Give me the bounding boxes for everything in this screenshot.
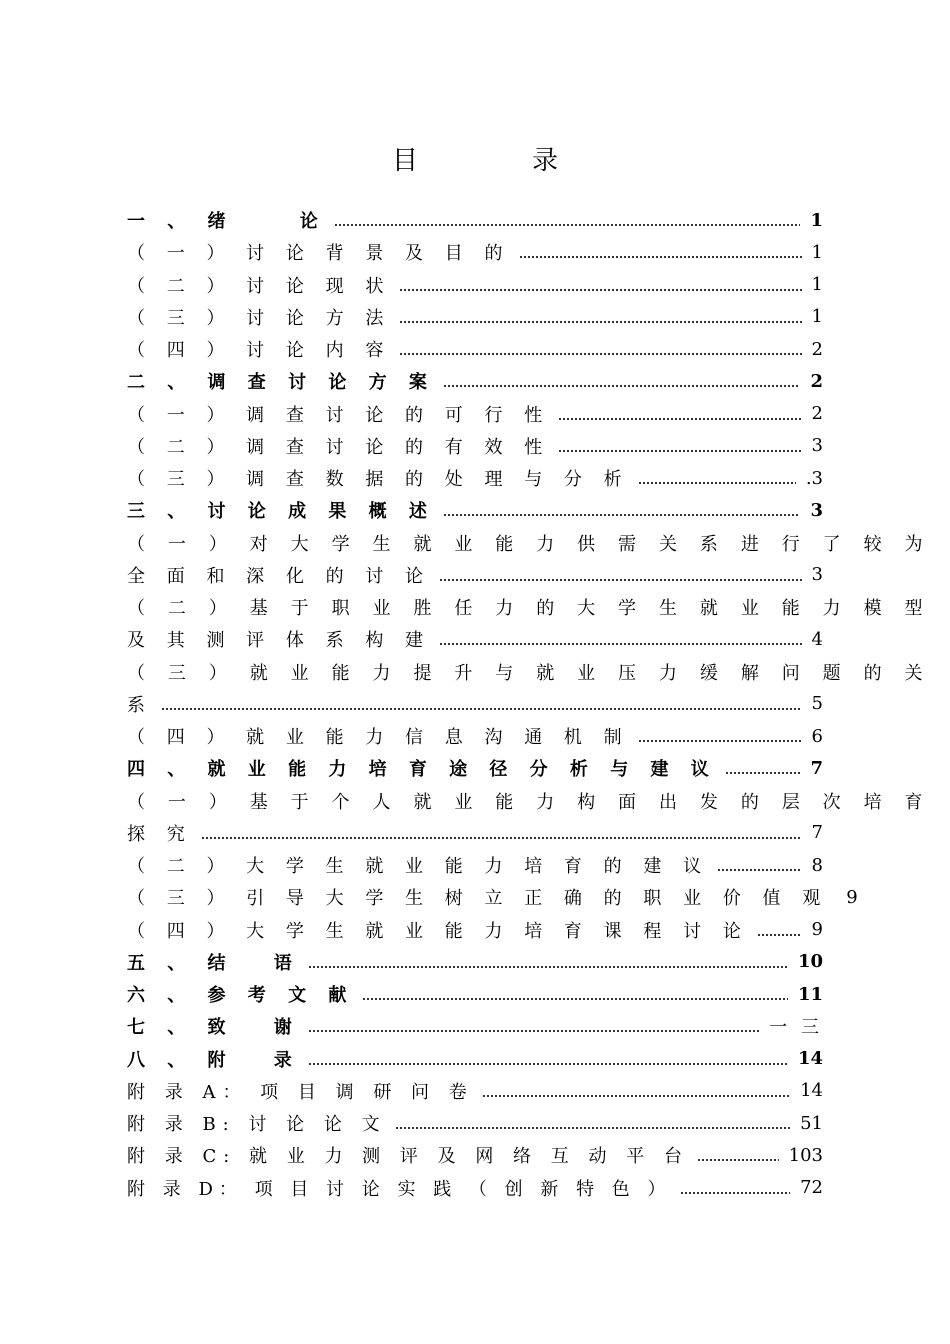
toc-entry-page: 7 xyxy=(811,822,823,844)
toc-entry-page: 3 xyxy=(811,564,823,586)
toc-entry-page: 1 xyxy=(810,209,823,231)
toc-entry-label: 全 面 和 深 化 的 讨 论 xyxy=(127,565,432,587)
toc-entry-page: 103 xyxy=(788,1144,823,1166)
toc-entry-label: 及 其 测 评 体 系 构 建 xyxy=(127,630,432,652)
dot-leader xyxy=(519,256,802,258)
dot-leader xyxy=(717,869,801,871)
toc-entry-label: （ 一 ） 调 查 讨 论 的 可 行 性 xyxy=(127,404,551,426)
toc-entry-label: 系 xyxy=(127,694,153,716)
toc-entry[interactable] xyxy=(127,204,823,236)
toc-entry-page: 1 xyxy=(811,241,823,263)
dot-leader xyxy=(757,934,802,936)
toc-entry-page: 14 xyxy=(797,1048,823,1070)
toc-entry-label: 附 录 B: 讨 论 论 文 xyxy=(127,1114,387,1136)
dot-leader xyxy=(439,643,801,645)
dot-leader xyxy=(308,966,788,968)
dot-leader xyxy=(201,837,802,839)
toc-entry-page: 2 xyxy=(811,338,823,360)
toc-entry[interactable] xyxy=(127,365,823,397)
toc-entry[interactable] xyxy=(127,1010,823,1042)
page-title: 目 录 xyxy=(391,146,602,176)
toc-entry-page: 8 xyxy=(811,854,823,876)
toc-entry-page: 14 xyxy=(800,1080,823,1102)
toc-entry[interactable] xyxy=(127,720,823,752)
toc-entry[interactable] xyxy=(127,1172,823,1204)
toc-entry-label: 探 究 xyxy=(127,823,193,845)
toc-entry-page: 51 xyxy=(800,1112,823,1134)
toc-entry-page: 一 三 xyxy=(769,1017,823,1039)
toc-entry-page: 2 xyxy=(810,370,823,392)
dot-leader xyxy=(558,450,801,452)
toc-entry[interactable] xyxy=(127,1075,823,1107)
toc-entry[interactable] xyxy=(127,881,858,913)
toc-entry-label: 四 、 就 业 能 力 培 育 途 径 分 析 与 建 议 xyxy=(127,759,717,781)
toc-entry-label: （ 二 ） 大 学 生 就 业 能 力 培 育 的 建 议 xyxy=(127,856,710,878)
dot-leader xyxy=(395,1127,790,1129)
dot-leader xyxy=(308,1030,759,1032)
toc-entry-label: （ 二 ） 讨 论 现 状 xyxy=(127,275,392,297)
toc-entry-label: 七 、 致 谢 xyxy=(127,1017,300,1039)
toc-entry-label: （ 三 ） 调 查 数 据 的 处 理 与 分 析 xyxy=(127,469,630,491)
toc-entry-label: 附 录 A： 项 目 调 研 问 卷 xyxy=(127,1081,474,1103)
dot-leader xyxy=(638,482,796,484)
toc-entry-label: 附 录 D： 项 目 讨 论 实 践 （ 创 新 特 色 ） xyxy=(127,1178,672,1200)
toc-entry-first-line: （ 二 ） 基 于 职 业 胜 任 力 的 大 学 生 就 业 能 力 模 型 xyxy=(127,598,932,620)
toc-entry-page: 1 xyxy=(811,306,823,328)
toc-entry[interactable] xyxy=(127,269,823,301)
toc-entry[interactable] xyxy=(127,236,823,268)
toc-entry-label: （ 一 ） 讨 论 背 景 及 目 的 xyxy=(127,243,511,265)
toc-entry-wrapped[interactable] xyxy=(127,527,932,592)
toc-entry[interactable] xyxy=(127,946,823,978)
toc-entry-label: 三 、 讨 论 成 果 概 述 xyxy=(127,501,435,523)
dot-leader xyxy=(399,321,801,323)
dot-leader xyxy=(443,385,801,387)
toc-entry-page: 11 xyxy=(797,983,823,1005)
toc-entry-wrapped[interactable] xyxy=(127,591,932,656)
toc-entry-wrapped[interactable] xyxy=(127,785,932,850)
toc-entry[interactable] xyxy=(127,849,823,881)
toc-entry-label: （ 二 ） 调 查 讨 论 的 有 效 性 xyxy=(127,436,551,458)
toc-entry-first-line: （ 三 ） 就 业 能 力 提 升 与 就 业 压 力 缓 解 问 题 的 关 xyxy=(127,662,932,684)
dot-leader xyxy=(308,1063,788,1065)
toc-entry[interactable] xyxy=(127,462,823,494)
toc-entry-label: （ 四 ） 就 业 能 力 信 息 沟 通 机 制 xyxy=(127,727,630,749)
toc-entry-page: 4 xyxy=(811,628,823,650)
toc-entry[interactable] xyxy=(127,1043,823,1075)
toc-entry[interactable] xyxy=(127,1107,823,1139)
dot-leader xyxy=(482,1095,790,1097)
table-of-contents xyxy=(127,204,932,1204)
toc-entry-label: 八 、 附 录 xyxy=(127,1049,300,1071)
dot-leader xyxy=(680,1192,791,1194)
toc-entry-page: 10 xyxy=(797,951,823,973)
toc-entry-label: 五 、 结 语 xyxy=(127,952,300,974)
toc-entry[interactable] xyxy=(127,914,823,946)
toc-entry-label: （ 四 ） 大 学 生 就 业 能 力 培 育 课 程 讨 论 xyxy=(127,920,749,942)
dot-leader xyxy=(399,353,801,355)
dot-leader xyxy=(399,289,801,291)
toc-entry[interactable] xyxy=(127,494,823,526)
toc-entry[interactable] xyxy=(127,1139,823,1171)
toc-entry-page: 9 xyxy=(846,886,858,908)
toc-entry-page: 3 xyxy=(810,499,823,521)
toc-entry-page: 7 xyxy=(810,757,823,779)
toc-entry-label: （ 三 ） 讨 论 方 法 xyxy=(127,307,392,329)
toc-entry-page: 9 xyxy=(811,919,823,941)
toc-entry-page: 3 xyxy=(811,435,823,457)
toc-entry[interactable] xyxy=(127,978,823,1010)
dot-leader xyxy=(161,708,802,710)
dot-leader xyxy=(362,998,788,1000)
dot-leader xyxy=(638,740,802,742)
toc-entry-label: 六 、 参 考 文 献 xyxy=(127,985,355,1007)
toc-entry[interactable] xyxy=(127,752,823,784)
toc-entry[interactable] xyxy=(127,430,823,462)
toc-entry-page: .3 xyxy=(805,467,823,489)
dot-leader xyxy=(558,418,801,420)
toc-entry[interactable] xyxy=(127,398,823,430)
toc-entry-page: 1 xyxy=(811,274,823,296)
toc-entry-first-line: （ 一 ） 基 于 个 人 就 业 能 力 构 面 出 发 的 层 次 培 育 xyxy=(127,791,932,813)
toc-entry-page: 72 xyxy=(800,1177,823,1199)
toc-entry-label: 二 、 调 查 讨 论 方 案 xyxy=(127,372,435,394)
toc-entry-page: 5 xyxy=(811,693,823,715)
toc-entry-label: （ 三 ） 引 导 大 学 生 树 立 正 确 的 职 业 价 值 观 xyxy=(127,888,829,910)
toc-entry-label: 一 、 绪 论 xyxy=(127,211,326,233)
toc-entry-page: 2 xyxy=(811,403,823,425)
toc-entry-wrapped[interactable] xyxy=(127,656,932,721)
dot-leader xyxy=(334,224,801,226)
toc-entry-label: 附 录 C: 就 业 力 测 评 及 网 络 互 动 平 台 xyxy=(127,1146,689,1168)
toc-entry-page: 6 xyxy=(811,725,823,747)
toc-entry[interactable] xyxy=(127,301,823,333)
dot-leader xyxy=(697,1159,779,1161)
dot-leader xyxy=(443,514,801,516)
dot-leader xyxy=(439,579,801,581)
dot-leader xyxy=(725,772,801,774)
toc-entry-label: （ 四 ） 讨 论 内 容 xyxy=(127,340,392,362)
toc-entry-first-line: （ 一 ） 对 大 学 生 就 业 能 力 供 需 关 系 进 行 了 较 为 xyxy=(127,533,932,555)
toc-entry[interactable] xyxy=(127,333,823,365)
